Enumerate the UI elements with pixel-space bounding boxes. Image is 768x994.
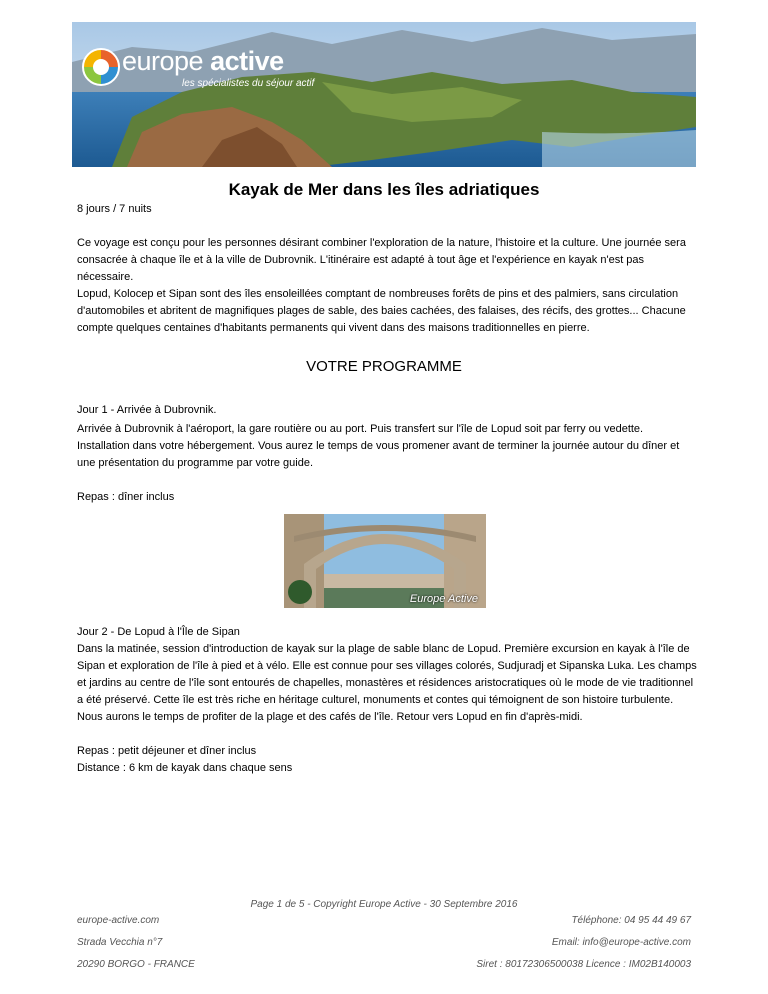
- coastline-illustration: [72, 22, 696, 167]
- footer-city: 20290 BORGO - FRANCE: [77, 959, 195, 970]
- intro-paragraph-2: Lopud, Kolocep et Sipan sont des îles ensoleillées comptant de nombreuses forêts de pins et des palmiers, sans circulation d'automobiles et abritent de magnifiques plages de sable, des baies cachées, des falaises, des récifs, des grottes... Chacune compte quelques centaines d'habitants permanents qui vivent dans des maisons traditionnelles en pierre.: [77, 288, 686, 334]
- day2-meals: Repas : petit déjeuner et dîner inclus: [77, 745, 257, 757]
- logo-icon: [82, 48, 120, 86]
- program-section-title: VOTRE PROGRAMME: [306, 358, 462, 375]
- footer-address: [77, 910, 195, 976]
- footer-phone: Téléphone: 04 95 44 49 67: [571, 915, 691, 926]
- footer-street: Strada Vecchia n°7: [77, 937, 163, 948]
- footer-contact: [476, 910, 691, 976]
- intro-paragraph-1: Ce voyage est conçu pour les personnes désirant combiner l'exploration de la nature, l'histoire et la culture. Une journée sera consacrée à chaque île et à la ville de Dubrovnik. L'itinéraire est adapté à tout âge et l'expérience en kayak n'est pas nécessaire.: [77, 237, 686, 283]
- footer-siret: Siret : 80172306500038 Licence : IM02B140003: [476, 959, 691, 970]
- logo-tagline: les spécialistes du séjour actif: [182, 78, 315, 89]
- day2-title: Jour 2 - De Lopud à l'Île de Sipan: [77, 626, 240, 638]
- day1-meals: Repas : dîner inclus: [77, 491, 175, 503]
- document-title: Kayak de Mer dans les îles adriatiques: [228, 180, 540, 199]
- page-info: Page 1 de 5 - Copyright Europe Active - 30 Septembre 2016: [250, 899, 518, 910]
- day2-distance: Distance : 6 km de kayak dans chaque sens: [77, 762, 293, 774]
- bridge-photo: [284, 514, 486, 608]
- day1-body: Arrivée à Dubrovnik à l'aéroport, la gare routière ou au port. Puis transfert sur l'île de Lopud soit par ferry ou vedette. Installation dans votre hébergement. Vous aurez le temps de vous promener avant de terminer la journée autour du dîner et une présentation du programme par votre guide.: [77, 423, 680, 469]
- photo-watermark: Europe Active: [409, 593, 478, 605]
- header-banner: [72, 22, 696, 167]
- footer-email[interactable]: Email: info@europe-active.com: [551, 937, 691, 948]
- day1-title: Jour 1 - Arrivée à Dubrovnik.: [77, 404, 217, 416]
- logo-wordmark: europe active: [122, 46, 284, 76]
- footer-website[interactable]: europe-active.com: [77, 915, 160, 926]
- day2-body: Dans la matinée, session d'introduction de kayak sur la plage de sable blanc de Lopud. Première excursion en kayak à l'île de Sipan et exploration de l'île à pied et à vélo. Elle est connue pour ses villages colorés, Sudjuradj et Sipanska Luka. Les champs et jardins au centre de l'île sont entourés de chapelles, monastères et résidences aristocratiques où le mode de vie traditionnel a été préservé. Cette île est très riche en héritage culturel, monuments et contes qui témoignent de son histoire turbulente. Nous aurons le temps de profiter de la plage et des cafés de l'île. Retour vers Lopud en fin d'après-midi.: [77, 643, 697, 723]
- trip-duration: 8 jours / 7 nuits: [77, 203, 152, 215]
